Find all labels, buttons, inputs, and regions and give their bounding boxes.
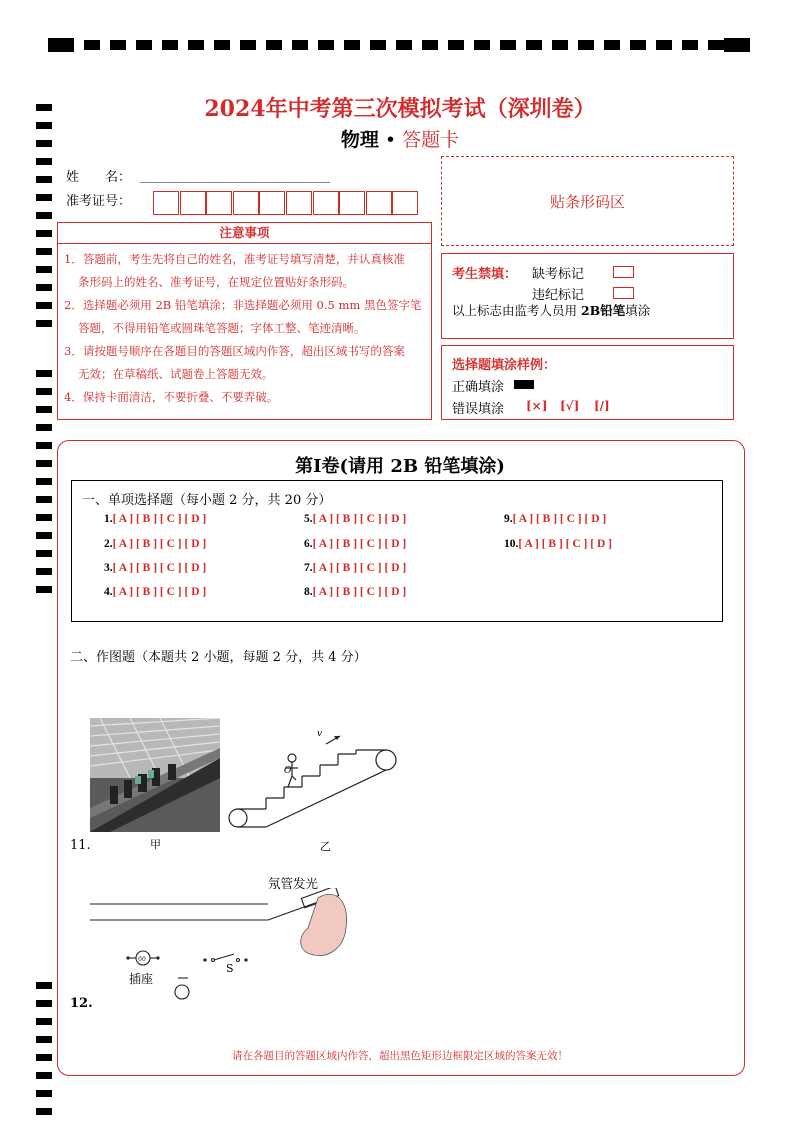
svg-text:00: 00: [138, 956, 146, 963]
timing-mark: [36, 212, 52, 219]
timing-mark: [682, 40, 698, 50]
correct-fill-sample: [514, 380, 534, 389]
timing-mark: [36, 424, 52, 431]
mcq-question-2[interactable]: [104, 538, 206, 550]
timing-mark: [708, 40, 724, 50]
page-title: 2024年中考第三次模拟考试（深圳卷）: [204, 96, 596, 122]
timing-mark: [36, 1072, 52, 1079]
timing-mark: [188, 40, 204, 50]
question-number: 3.: [104, 562, 113, 574]
timing-mark: [36, 406, 52, 413]
neon-label: 氖管发光: [268, 876, 319, 891]
timing-mark: [500, 40, 516, 50]
timing-mark: [526, 40, 542, 50]
timing-mark: [162, 40, 178, 50]
notice-heading: 注意事项: [58, 223, 431, 244]
timing-mark: [318, 40, 334, 50]
forbid-label: 考生禁填：: [452, 267, 518, 282]
correct-label: 正确填涂: [452, 380, 505, 395]
notice-line-2: 条形码上的姓名、准考证号，在规定位置贴好条形码。: [78, 275, 354, 289]
timing-mark: [36, 586, 52, 593]
name-label: 姓 名：: [66, 170, 132, 185]
answer-options[interactable]: [ A ] [ B ] [ C ] [ D ]: [312, 586, 407, 598]
section-2-title: 二、作图题（本题共 2 小题，每题 2 分，共 4 分）: [70, 650, 367, 665]
mcq-question-10[interactable]: [504, 538, 612, 550]
timing-mark: [36, 284, 52, 291]
wrong-mark-check: [√]: [560, 399, 580, 413]
exam-id-cell[interactable]: [339, 191, 365, 215]
notice-line-1: 1．答题前，考生先将自己的姓名，准考证号填写清楚，并认真核准: [64, 252, 405, 266]
exam-id-cell[interactable]: [153, 191, 179, 215]
escalator-photo: [90, 718, 220, 832]
answer-options[interactable]: [ A ] [ B ] [ C ] [ D ]: [312, 513, 407, 525]
forbid-box: [441, 253, 734, 339]
notice-line-6: 无效；在草稿纸、试题卷上答题无效。: [78, 367, 274, 381]
timing-mark: [136, 40, 152, 50]
timing-mark: [36, 1036, 52, 1043]
violation-mark-box[interactable]: [613, 287, 634, 299]
timing-mark: [36, 514, 52, 521]
answer-options[interactable]: [ A ] [ B ] [ C ] [ D ]: [312, 538, 407, 550]
exam-id-cell[interactable]: [259, 191, 285, 215]
answer-options[interactable]: [ A ] [ B ] [ C ] [ D ]: [312, 562, 407, 574]
answer-options[interactable]: [ A ] [ B ] [ C ] [ D ]: [112, 513, 207, 525]
exam-id-cell[interactable]: [392, 191, 418, 215]
timing-mark: [36, 248, 52, 255]
mcq-question-5[interactable]: [304, 513, 406, 525]
notice-box: [57, 222, 432, 420]
timing-mark: [724, 38, 750, 52]
timing-mark: [36, 388, 52, 395]
absent-mark-box[interactable]: [613, 266, 634, 278]
timing-mark: [36, 442, 52, 449]
mcq-question-4[interactable]: [104, 586, 206, 598]
mcq-question-3[interactable]: [104, 562, 206, 574]
question-number: 6.: [304, 538, 313, 550]
mcq-question-7[interactable]: [304, 562, 406, 574]
timing-mark: [370, 40, 386, 50]
question-number: 4.: [104, 586, 113, 598]
question-number: 8.: [304, 586, 313, 598]
exam-id-label: 准考证号：: [66, 194, 132, 209]
timing-mark: [630, 40, 646, 50]
timing-mark: [36, 1090, 52, 1097]
wrong-mark-x: [×]: [526, 399, 548, 413]
subtitle: 物理 • 答题卡: [340, 129, 460, 151]
sample-label: 选择题填涂样例：: [452, 358, 557, 373]
timing-mark: [36, 194, 52, 201]
timing-mark: [36, 550, 52, 557]
absent-label: 缺考标记: [532, 267, 585, 282]
notice-line-7: 4．保持卡面清洁，不要折叠、不要弄破。: [64, 390, 279, 404]
timing-mark: [36, 1000, 52, 1007]
exam-id-cell[interactable]: [366, 191, 392, 215]
timing-mark: [552, 40, 568, 50]
timing-mark: [578, 40, 594, 50]
footer-note: 请在各题目的答题区域内作答，超出黑色矩形边框限定区域的答案无效！: [232, 1050, 568, 1062]
answer-options[interactable]: [ A ] [ B ] [ C ] [ D ]: [518, 538, 612, 550]
mcq-box: [71, 480, 723, 622]
timing-mark: [36, 230, 52, 237]
escalator-diagram: [226, 730, 406, 832]
timing-mark: [240, 40, 256, 50]
timing-mark: [422, 40, 438, 50]
timing-mark: [36, 496, 52, 503]
timing-mark: [36, 532, 52, 539]
figure-b-label: 乙: [320, 840, 331, 853]
exam-id-cell[interactable]: [180, 191, 206, 215]
mcq-question-8[interactable]: [304, 586, 406, 598]
timing-mark: [656, 40, 672, 50]
question-number: 2.: [104, 538, 113, 550]
circuit-diagram: [88, 888, 358, 1008]
card-label: 答题卡: [402, 129, 460, 151]
exam-id-cell[interactable]: [286, 191, 312, 215]
mcq-question-9[interactable]: [504, 513, 606, 525]
question-11-label: 11.: [70, 838, 91, 853]
timing-mark: [36, 176, 52, 183]
section-1-title: 第Ⅰ卷(请用 2B 铅笔填涂): [295, 456, 505, 477]
point-o-label: O: [284, 766, 292, 776]
timing-mark: [36, 568, 52, 575]
question-number: 5.: [304, 513, 313, 525]
subject-label: 物理: [340, 129, 379, 151]
timing-mark: [48, 38, 74, 52]
timing-mark: [214, 40, 230, 50]
answer-options[interactable]: [ A ] [ B ] [ C ] [ D ]: [112, 538, 207, 550]
timing-mark: [292, 40, 308, 50]
timing-mark: [36, 266, 52, 273]
timing-mark: [36, 1108, 52, 1115]
notice-line-4: 答题，不得用铅笔或圆珠笔答题；字体工整、笔迹清晰。: [78, 321, 366, 335]
exam-id-cell[interactable]: [233, 191, 259, 215]
timing-mark: [448, 40, 464, 50]
mcq-question-1[interactable]: [104, 513, 206, 525]
timing-mark: [36, 982, 52, 989]
exam-id-cell[interactable]: [206, 191, 232, 215]
timing-mark: [604, 40, 620, 50]
velocity-label: v: [317, 729, 323, 739]
timing-mark: [474, 40, 490, 50]
barcode-area: 贴条形码区: [441, 156, 734, 246]
timing-mark: [36, 370, 52, 377]
top-timing-marks: [48, 38, 752, 52]
sample-box: [441, 345, 734, 420]
question-number: 1.: [104, 513, 113, 525]
figure-a-label: 甲: [150, 838, 161, 851]
timing-mark: [36, 320, 52, 327]
exam-id-cell[interactable]: [313, 191, 339, 215]
question-number: 7.: [304, 562, 313, 574]
timing-mark: [396, 40, 412, 50]
timing-mark: [84, 40, 100, 50]
answer-options[interactable]: [ A ] [ B ] [ C ] [ D ]: [112, 586, 207, 598]
forbid-note: 以上标志由监考人员用 2B铅笔填涂: [452, 303, 651, 318]
timing-mark: [266, 40, 282, 50]
question-number: 10.: [504, 538, 519, 550]
answer-options[interactable]: [ A ] [ B ] [ C ] [ D ]: [512, 513, 607, 525]
question-number: 9.: [504, 513, 513, 525]
mcq-title: 一、单项选择题（每小题 2 分，共 20 分）: [82, 493, 332, 508]
wrong-label: 错误填涂: [452, 402, 505, 417]
question-12-label: 12.: [70, 996, 93, 1011]
mcq-question-6[interactable]: [304, 538, 406, 550]
timing-mark: [36, 158, 52, 165]
timing-mark: [36, 1018, 52, 1025]
name-field[interactable]: [140, 182, 330, 183]
socket-label: 插座: [129, 972, 154, 986]
notice-line-5: 3．请按题号顺序在各题目的答题区域内作答，超出区域书写的答案: [64, 344, 405, 358]
timing-mark: [344, 40, 360, 50]
timing-mark: [110, 40, 126, 50]
violation-label: 违纪标记: [532, 288, 585, 303]
timing-mark: [36, 302, 52, 309]
notice-line-3: 2．选择题必须用 2B 铅笔填涂；非选择题必须用 0.5 mm 黑色签字笔: [64, 298, 422, 312]
wrong-mark-slash: [/]: [594, 399, 610, 413]
switch-label: S: [226, 962, 234, 975]
timing-mark: [36, 478, 52, 485]
answer-options[interactable]: [ A ] [ B ] [ C ] [ D ]: [112, 562, 207, 574]
